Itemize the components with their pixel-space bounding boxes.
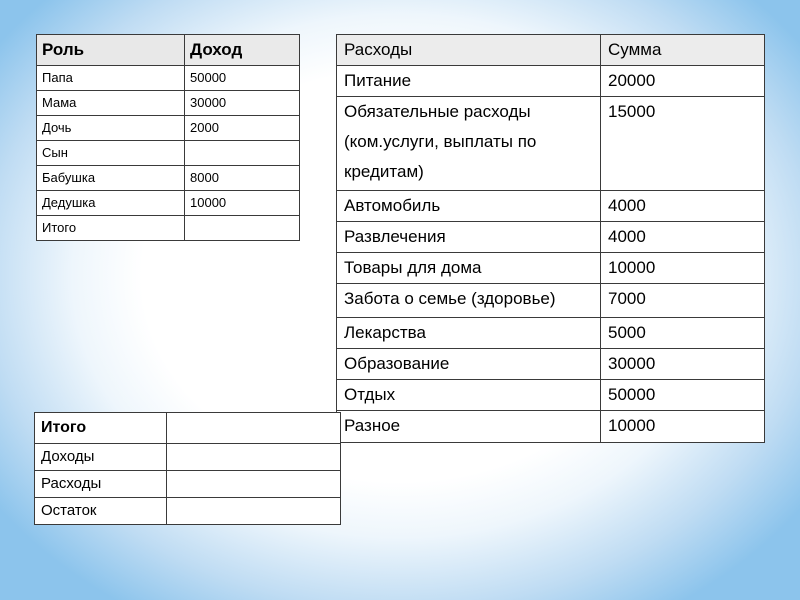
summary-value-cell bbox=[167, 498, 341, 525]
table-row bbox=[35, 444, 341, 471]
expense-amount-cell: 5000 bbox=[601, 318, 765, 349]
expense-item-cell: Автомобиль bbox=[337, 191, 601, 222]
table-row bbox=[37, 116, 300, 141]
table-row bbox=[337, 411, 765, 443]
table-row bbox=[337, 66, 765, 97]
expense-item-cell: Развлечения bbox=[337, 222, 601, 253]
expenses-header-amount: Сумма bbox=[601, 35, 765, 66]
income-header-row bbox=[37, 35, 300, 66]
expense-amount-cell: 4000 bbox=[601, 191, 765, 222]
summary-label-cell: Расходы bbox=[35, 471, 167, 498]
table-row bbox=[337, 284, 765, 318]
table-row bbox=[337, 349, 765, 380]
expense-item-cell: Питание bbox=[337, 66, 601, 97]
expense-amount-cell: 10000 bbox=[601, 253, 765, 284]
table-row bbox=[337, 191, 765, 222]
income-role-cell: Бабушка bbox=[37, 166, 185, 191]
income-role-cell: Папа bbox=[37, 66, 185, 91]
income-role-cell: Итого bbox=[37, 216, 185, 241]
summary-label-cell: Остаток bbox=[35, 498, 167, 525]
summary-header-value bbox=[167, 413, 341, 444]
income-value-cell: 10000 bbox=[185, 191, 300, 216]
income-role-cell: Сын bbox=[37, 141, 185, 166]
summary-value-cell bbox=[167, 444, 341, 471]
expense-item-cell: Образование bbox=[337, 349, 601, 380]
expense-item-cell: Обязательные расходы (ком.услуги, выплаты по кредитам) bbox=[337, 97, 601, 191]
table-row bbox=[337, 222, 765, 253]
expense-amount-cell: 30000 bbox=[601, 349, 765, 380]
table-row bbox=[337, 318, 765, 349]
summary-table bbox=[34, 412, 341, 525]
expense-amount-cell: 50000 bbox=[601, 380, 765, 411]
expense-item-cell: Разное bbox=[337, 411, 601, 443]
expense-amount-cell: 15000 bbox=[601, 97, 765, 191]
expense-amount-cell: 20000 bbox=[601, 66, 765, 97]
expense-amount-cell: 7000 bbox=[601, 284, 765, 318]
expense-item-cell: Лекарства bbox=[337, 318, 601, 349]
table-row bbox=[37, 66, 300, 91]
expense-item-cell: Отдых bbox=[337, 380, 601, 411]
expenses-header-row bbox=[337, 35, 765, 66]
income-value-cell bbox=[185, 216, 300, 241]
expense-amount-cell: 10000 bbox=[601, 411, 765, 443]
table-row bbox=[337, 380, 765, 411]
income-value-cell bbox=[185, 141, 300, 166]
income-value-cell: 50000 bbox=[185, 66, 300, 91]
summary-header-label: Итого bbox=[35, 413, 167, 444]
income-role-cell: Дочь bbox=[37, 116, 185, 141]
summary-header-row bbox=[35, 413, 341, 444]
income-value-cell: 2000 bbox=[185, 116, 300, 141]
table-row bbox=[37, 141, 300, 166]
income-value-cell: 8000 bbox=[185, 166, 300, 191]
expense-amount-cell: 4000 bbox=[601, 222, 765, 253]
income-role-cell: Мама bbox=[37, 91, 185, 116]
table-row bbox=[35, 498, 341, 525]
table-row bbox=[37, 166, 300, 191]
table-row bbox=[37, 191, 300, 216]
table-row bbox=[337, 97, 765, 191]
expense-item-cell: Забота о семье (здоровье) bbox=[337, 284, 601, 318]
income-header-role: Роль bbox=[37, 35, 185, 66]
table-row bbox=[337, 253, 765, 284]
income-value-cell: 30000 bbox=[185, 91, 300, 116]
expenses-header-item: Расходы bbox=[337, 35, 601, 66]
expense-item-cell: Товары для дома bbox=[337, 253, 601, 284]
table-row bbox=[37, 91, 300, 116]
table-row bbox=[35, 471, 341, 498]
income-role-cell: Дедушка bbox=[37, 191, 185, 216]
table-row bbox=[37, 216, 300, 241]
summary-value-cell bbox=[167, 471, 341, 498]
expenses-table bbox=[336, 34, 765, 443]
income-header-income: Доход bbox=[185, 35, 300, 66]
summary-label-cell: Доходы bbox=[35, 444, 167, 471]
income-table bbox=[36, 34, 300, 241]
